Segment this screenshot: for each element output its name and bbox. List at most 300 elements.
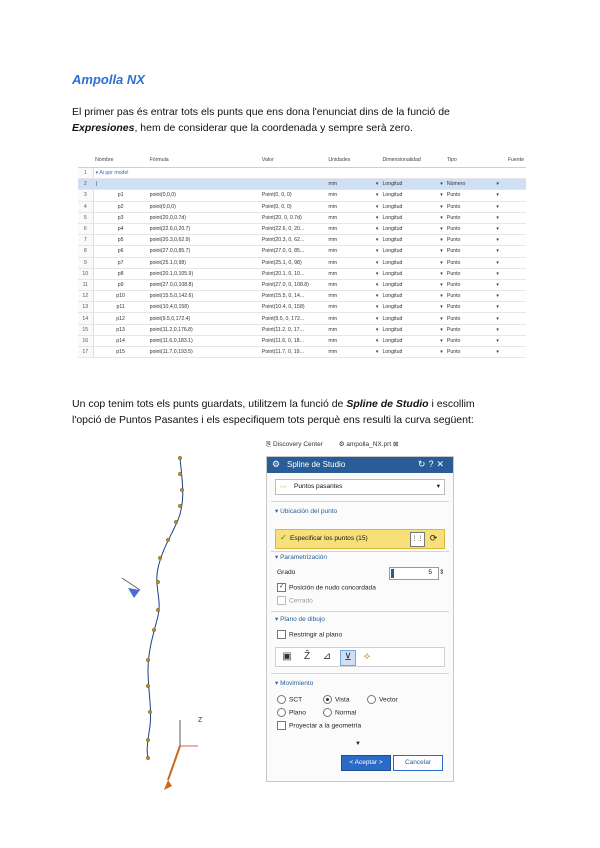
unit-cell[interactable] xyxy=(326,190,380,201)
part-icon: ⚙ xyxy=(338,441,347,448)
formula-cell[interactable] xyxy=(148,246,260,257)
fuente-cell xyxy=(501,246,526,257)
tipo-cell[interactable] xyxy=(445,212,501,223)
radio-normal[interactable] xyxy=(323,708,332,717)
unit-cell[interactable] xyxy=(326,201,380,212)
formula-cell[interactable] xyxy=(148,235,260,246)
unit-cell-text: mm xyxy=(328,281,338,288)
name-cell[interactable] xyxy=(93,190,148,201)
col-header-tipo[interactable]: Tipo xyxy=(445,152,501,168)
unit-cell[interactable] xyxy=(326,257,380,268)
cancel-button[interactable]: Cancelar xyxy=(393,755,443,771)
tipo-cell[interactable] xyxy=(445,313,501,324)
dim-cell[interactable] xyxy=(380,279,444,290)
fuente-cell xyxy=(501,291,526,302)
name-cell[interactable] xyxy=(93,279,148,290)
formula-cell[interactable] xyxy=(148,212,260,223)
spin-arrows-icon[interactable]: ⇕ xyxy=(439,569,445,576)
tipo-cell-text: Punto xyxy=(446,326,461,333)
grado-spinner[interactable] xyxy=(389,567,439,580)
radio-vector-row[interactable] xyxy=(367,695,398,704)
reset-icon[interactable]: ↻ xyxy=(417,459,429,469)
dropdown-icon[interactable]: ▾ xyxy=(496,293,499,300)
row-number-text: 13 xyxy=(82,304,89,311)
table-row[interactable] xyxy=(78,201,526,212)
formula-cell[interactable] xyxy=(148,279,260,290)
intro-line-2-text: , hem de considerar que la coordenada y sempre serà zero. xyxy=(134,122,413,134)
dropdown-icon[interactable]: ▾ xyxy=(440,181,443,188)
unit-cell[interactable] xyxy=(326,347,380,358)
dropdown-icon[interactable]: ▾ xyxy=(375,293,379,300)
dropdown-icon[interactable]: ▾ xyxy=(440,270,443,277)
col-header-dimensionalidad[interactable]: Dimensionalidad xyxy=(380,152,444,168)
orient-arrow-icon xyxy=(128,588,140,598)
dropdown-icon[interactable]: ▾ xyxy=(496,326,499,333)
dropdown-icon[interactable]: ▾ xyxy=(496,248,499,255)
unit-cell[interactable] xyxy=(326,246,380,257)
formula-cell[interactable] xyxy=(148,179,260,190)
fuente-cell xyxy=(501,335,526,346)
dropdown-icon[interactable]: ▾ xyxy=(375,203,379,210)
close-icon[interactable]: ✕ xyxy=(436,459,447,469)
dim-cell-text: Longitud xyxy=(382,326,403,333)
checkbox[interactable] xyxy=(277,630,286,639)
dim-cell[interactable] xyxy=(380,223,444,234)
field-focus-bar xyxy=(391,569,394,578)
valor-cell xyxy=(260,257,327,268)
dropdown-icon[interactable]: ▾ xyxy=(440,293,443,300)
dropdown-icon[interactable]: ▾ xyxy=(375,214,379,221)
dim-cell-text: Longitud xyxy=(382,293,403,300)
dropdown-icon[interactable]: ▾ xyxy=(440,304,443,311)
spline-control-point[interactable] xyxy=(148,710,152,714)
table-row[interactable] xyxy=(78,291,526,302)
dropdown-icon[interactable]: ▾ xyxy=(375,259,379,266)
group-label[interactable] xyxy=(93,168,526,179)
dim-cell-text: Longitud xyxy=(382,203,403,210)
valor-cell xyxy=(260,235,327,246)
dropdown-icon[interactable]: ▾ xyxy=(440,192,443,199)
valor-cell-text: Point(20.1, 0, 10... xyxy=(261,270,305,277)
formula-cell[interactable] xyxy=(148,201,260,212)
dim-cell[interactable] xyxy=(380,324,444,335)
dropdown-icon[interactable]: ▾ xyxy=(375,326,379,333)
dim-cell[interactable] xyxy=(380,313,444,324)
dropdown-icon[interactable]: ▾ xyxy=(375,181,379,188)
formula-cell-text: point(11.7,0,193.5) xyxy=(149,349,193,356)
valor-cell-text: Point(20.3, 0, 62... xyxy=(261,237,305,244)
unit-cell[interactable] xyxy=(326,335,380,346)
table-row[interactable] xyxy=(78,268,526,279)
name-cell[interactable] xyxy=(93,223,148,234)
row-number-text: 8 xyxy=(83,248,87,255)
fuente-cell xyxy=(501,279,526,290)
dim-cell[interactable] xyxy=(380,302,444,313)
radio-vista[interactable] xyxy=(323,695,332,704)
col-header-formula[interactable]: Fórmula xyxy=(148,152,260,168)
spline-curve xyxy=(147,458,183,758)
tipo-cell[interactable] xyxy=(445,335,501,346)
unit-cell[interactable] xyxy=(326,235,380,246)
formula-cell-text: point(20.3,0,62.9) xyxy=(149,237,191,244)
spline-control-point[interactable] xyxy=(158,556,162,560)
chevron-down-icon[interactable]: ▾ xyxy=(436,483,440,490)
point-dialog-icon[interactable]: ⋮⋮ xyxy=(410,532,425,547)
grado-label: Grado xyxy=(277,569,296,576)
more-options-chevron-icon[interactable]: ▼ xyxy=(355,741,361,747)
radio-vector[interactable] xyxy=(367,695,376,704)
dim-cell[interactable] xyxy=(380,201,444,212)
unit-cell[interactable] xyxy=(326,324,380,335)
check-icon: ✓ xyxy=(280,533,287,542)
specify-points-label: Especificar los puntos (15) xyxy=(290,535,368,542)
row-number xyxy=(78,268,93,279)
valor-cell xyxy=(260,347,327,358)
name-cell[interactable] xyxy=(93,291,148,302)
section-ubicacion[interactable]: ▾ Ubicación del punto xyxy=(275,507,337,515)
expand-icon[interactable]: ▾ xyxy=(95,170,100,177)
formula-cell[interactable] xyxy=(148,313,260,324)
radio-sct-row[interactable] xyxy=(277,695,302,704)
spline-control-point[interactable] xyxy=(178,456,182,460)
fuente-cell xyxy=(501,179,526,190)
name-cell-text: p1 xyxy=(117,192,124,199)
fuente-cell xyxy=(501,313,526,324)
name-cell[interactable] xyxy=(93,235,148,246)
spline-studio-term: Spline de Studio xyxy=(346,398,429,410)
table-row[interactable] xyxy=(78,246,526,257)
dropdown-icon[interactable]: ▾ xyxy=(440,237,443,244)
zc-plane-icon[interactable]: ⊻ xyxy=(340,650,356,666)
dropdown-icon[interactable]: ▾ xyxy=(496,192,499,199)
nodo-label: Posición de nudo concordada xyxy=(289,584,376,592)
dropdown-icon[interactable]: ▾ xyxy=(375,304,379,311)
spline-control-point[interactable] xyxy=(180,488,184,492)
help-icon[interactable]: ? xyxy=(428,459,437,469)
dim-cell-text: Longitud xyxy=(382,237,403,244)
dim-cell[interactable] xyxy=(380,347,444,358)
dropdown-icon[interactable]: ▾ xyxy=(440,337,443,344)
tipo-cell[interactable] xyxy=(445,302,501,313)
tipo-cell-text: Punto xyxy=(446,270,461,277)
tipo-cell[interactable] xyxy=(445,347,501,358)
unit-cell[interactable] xyxy=(326,179,380,190)
grado-value: 5 xyxy=(428,569,432,576)
dim-cell-text: Longitud xyxy=(382,192,403,199)
radio-plano[interactable] xyxy=(277,708,286,717)
dropdown-icon[interactable]: ▾ xyxy=(496,270,499,277)
dim-cell[interactable] xyxy=(380,179,444,190)
dim-cell-text: Longitud xyxy=(382,349,403,356)
cerrado-label: Cerrado xyxy=(289,597,313,605)
formula-cell[interactable] xyxy=(148,268,260,279)
table-row[interactable] xyxy=(78,257,526,268)
checkbox[interactable] xyxy=(277,596,286,605)
proyectar-checkbox-row[interactable] xyxy=(277,721,361,730)
xc-plane-icon[interactable]: Ẑ xyxy=(303,651,311,662)
dropdown-icon[interactable]: ▾ xyxy=(496,281,499,288)
table-row[interactable] xyxy=(78,212,526,223)
spline-model-view[interactable] xyxy=(118,450,214,798)
dropdown-icon[interactable]: ▾ xyxy=(496,349,499,356)
spline-control-point[interactable] xyxy=(146,658,150,662)
unit-cell-text: mm xyxy=(328,337,338,344)
dropdown-icon[interactable]: ▾ xyxy=(496,315,499,322)
dialog-title: Spline de Studio xyxy=(287,460,346,469)
dropdown-icon[interactable]: ▾ xyxy=(440,226,443,233)
expresiones-term: Expresiones xyxy=(72,122,135,134)
name-cell-text: p13 xyxy=(116,326,125,333)
name-cell[interactable] xyxy=(93,246,148,257)
valor-cell xyxy=(260,313,327,324)
name-cell[interactable] xyxy=(93,347,148,358)
dropdown-icon[interactable]: ▾ xyxy=(496,237,499,244)
spline-control-point[interactable] xyxy=(146,756,150,760)
unit-cell-text: mm xyxy=(328,203,338,210)
restringir-checkbox-row[interactable] xyxy=(277,630,342,639)
discovery-center-tab[interactable] xyxy=(266,441,323,448)
dropdown-icon[interactable]: ▾ xyxy=(375,270,379,277)
tipo-cell[interactable] xyxy=(445,223,501,234)
spline-control-point[interactable] xyxy=(146,738,150,742)
discovery-label: Discovery Center xyxy=(273,441,323,448)
dim-cell[interactable] xyxy=(380,291,444,302)
dropdown-icon[interactable]: ▾ xyxy=(496,226,499,233)
cerrado-checkbox-row[interactable] xyxy=(277,596,313,605)
unit-cell-text: mm xyxy=(328,315,338,322)
ok-button[interactable]: < Aceptar > xyxy=(341,755,391,771)
row-number xyxy=(78,212,93,223)
name-cell[interactable] xyxy=(93,257,148,268)
checkbox-checked[interactable]: ✓ xyxy=(278,584,285,590)
fuente-cell xyxy=(501,302,526,313)
dim-cell-text: Longitud xyxy=(382,259,403,266)
name-cell[interactable] xyxy=(93,201,148,212)
formula-cell[interactable] xyxy=(148,324,260,335)
type-dropdown[interactable] xyxy=(275,479,445,495)
tipo-cell-text: Punto xyxy=(446,293,461,300)
page-title: Ampolla NX xyxy=(72,72,145,87)
name-cell[interactable] xyxy=(93,302,148,313)
col-header-valor[interactable]: Valor xyxy=(260,152,327,168)
tipo-cell[interactable] xyxy=(445,324,501,335)
dropdown-icon[interactable]: ▾ xyxy=(496,259,499,266)
unit-cell-text: mm xyxy=(328,248,338,255)
unit-cell[interactable] xyxy=(326,223,380,234)
name-cell[interactable] xyxy=(93,324,148,335)
unit-cell-text: mm xyxy=(328,304,338,311)
dropdown-icon[interactable]: ▾ xyxy=(375,248,379,255)
tipo-cell-text: Punto xyxy=(446,192,461,199)
formula-cell[interactable] xyxy=(148,223,260,234)
row-number: 2 xyxy=(78,179,93,190)
spline-control-point[interactable] xyxy=(146,684,150,688)
dropdown-icon[interactable]: ▾ xyxy=(440,214,443,221)
radio-plano-row[interactable] xyxy=(277,708,306,717)
row-number xyxy=(78,347,93,358)
name-cell[interactable] xyxy=(93,335,148,346)
dim-cell[interactable] xyxy=(380,335,444,346)
section-parametrizacion[interactable]: ▾ Parametrización xyxy=(275,553,327,561)
unit-cell[interactable] xyxy=(326,313,380,324)
dropdown-icon[interactable]: ▾ xyxy=(440,281,443,288)
dropdown-icon[interactable]: ▾ xyxy=(496,203,499,210)
tipo-cell[interactable] xyxy=(445,179,501,190)
dim-cell[interactable] xyxy=(380,235,444,246)
dropdown-icon[interactable]: ▾ xyxy=(440,315,443,322)
dropdown-icon[interactable]: ▾ xyxy=(440,203,443,210)
table-row[interactable] xyxy=(78,223,526,234)
formula-cell-text: point(27.0,0,85.7) xyxy=(149,248,191,255)
dropdown-icon[interactable]: ▾ xyxy=(440,326,443,333)
spline-control-point[interactable] xyxy=(166,538,170,542)
close-tab-icon[interactable]: ⊠ xyxy=(391,441,399,448)
section-plano[interactable]: ▾ Plano de dibujo xyxy=(275,615,325,623)
tipo-cell[interactable] xyxy=(445,246,501,257)
row-number-text: 5 xyxy=(83,214,87,221)
formula-cell[interactable] xyxy=(148,302,260,313)
formula-cell[interactable] xyxy=(148,291,260,302)
dropdown-icon[interactable]: ▾ xyxy=(496,214,499,221)
divider xyxy=(271,501,449,502)
name-cell-text: p3 xyxy=(117,214,124,221)
unit-cell[interactable] xyxy=(326,268,380,279)
dropdown-icon[interactable]: ▾ xyxy=(375,315,379,322)
tipo-cell[interactable] xyxy=(445,291,501,302)
cycle-icon[interactable]: ⟳ xyxy=(429,533,438,543)
unit-cell-text: mm xyxy=(328,192,338,199)
tipo-cell[interactable] xyxy=(445,235,501,246)
file-tab[interactable] xyxy=(339,441,399,448)
tipo-cell[interactable] xyxy=(445,279,501,290)
unit-cell[interactable] xyxy=(326,302,380,313)
table-row[interactable] xyxy=(78,302,526,313)
table-row[interactable] xyxy=(78,313,526,324)
tipo-cell[interactable] xyxy=(445,190,501,201)
formula-cell[interactable] xyxy=(148,257,260,268)
spline-control-point[interactable] xyxy=(178,472,182,476)
view-plane-icon[interactable]: ▣ xyxy=(282,651,292,662)
row-number-text: 14 xyxy=(82,315,89,322)
section-movimiento[interactable]: ▾ Movimiento xyxy=(275,679,313,687)
radio-normal-row[interactable] xyxy=(323,708,356,717)
formula-cell[interactable] xyxy=(148,347,260,358)
tipo-cell[interactable] xyxy=(445,257,501,268)
name-cell[interactable] xyxy=(93,268,148,279)
name-cell[interactable] xyxy=(93,313,148,324)
spline-control-point[interactable] xyxy=(156,608,160,612)
unit-cell[interactable] xyxy=(326,212,380,223)
spline-control-point[interactable] xyxy=(152,628,156,632)
valor-cell xyxy=(260,279,327,290)
row-number xyxy=(78,313,93,324)
unit-cell[interactable] xyxy=(326,279,380,290)
col-header-unidades[interactable]: Unidades xyxy=(326,152,380,168)
formula-cell[interactable] xyxy=(148,335,260,346)
z-label: Z xyxy=(198,717,203,724)
spline-control-point[interactable] xyxy=(178,504,182,508)
nodo-checkbox-row[interactable] xyxy=(277,583,376,592)
col-header-fuente[interactable]: Fuente xyxy=(501,152,526,168)
yc-plane-icon[interactable]: ⊿ xyxy=(322,651,332,662)
radio-sct[interactable] xyxy=(277,695,286,704)
dropdown-icon[interactable]: ▾ xyxy=(375,237,379,244)
unit-cell[interactable] xyxy=(326,291,380,302)
dropdown-icon[interactable]: ▾ xyxy=(375,337,379,344)
dropdown-icon[interactable]: ▾ xyxy=(375,226,379,233)
valor-cell xyxy=(260,190,327,201)
settings-gear-icon[interactable]: ⚙ xyxy=(272,459,281,469)
spline-control-point[interactable] xyxy=(156,580,160,584)
sct-label: SCT xyxy=(289,696,303,704)
name-cell-text: p12 xyxy=(116,315,125,322)
row-number xyxy=(78,257,93,268)
checkbox[interactable] xyxy=(277,721,286,730)
dropdown-icon[interactable]: ▾ xyxy=(496,181,499,188)
valor-cell-text: Point(11.2, 0, 17... xyxy=(261,326,304,333)
table-row[interactable] xyxy=(78,324,526,335)
dialog-header xyxy=(267,457,453,473)
table-row[interactable] xyxy=(78,190,526,201)
formula-cell[interactable] xyxy=(148,190,260,201)
tipo-cell-text: Punto xyxy=(446,203,461,210)
tipo-cell[interactable] xyxy=(445,268,501,279)
dropdown-icon[interactable]: ▾ xyxy=(440,349,443,356)
table-row-selected[interactable] xyxy=(78,179,526,190)
dropdown-icon[interactable]: ▾ xyxy=(440,259,443,266)
dropdown-icon[interactable]: ▾ xyxy=(375,281,379,288)
dim-cell[interactable] xyxy=(380,268,444,279)
specify-points-box[interactable] xyxy=(275,529,445,549)
dim-cell[interactable] xyxy=(380,212,444,223)
plane-select-icon[interactable]: ⟡ xyxy=(363,651,371,662)
dialog-header-icons xyxy=(418,459,447,470)
name-cell-text: p11 xyxy=(116,304,125,311)
dropdown-icon[interactable]: ▾ xyxy=(496,337,499,344)
formula-cell-text: point(9.5,0,172.4) xyxy=(149,315,191,322)
spline-control-point[interactable] xyxy=(174,520,178,524)
table-row[interactable] xyxy=(78,279,526,290)
valor-cell-text: Point(20, 0, 0.7d) xyxy=(261,214,302,221)
name-cell[interactable] xyxy=(93,212,148,223)
row-number-text: 10 xyxy=(82,270,89,277)
name-cell-text: p14 xyxy=(116,337,125,344)
dropdown-icon[interactable]: ▾ xyxy=(375,192,379,199)
plano-label: Plano xyxy=(289,709,306,717)
table-group-row[interactable] xyxy=(78,168,526,179)
table-row[interactable] xyxy=(78,335,526,346)
valor-cell xyxy=(260,335,327,346)
name-cell-text: p8 xyxy=(117,270,124,277)
dropdown-icon[interactable]: ▾ xyxy=(440,248,443,255)
dropdown-icon[interactable]: ▾ xyxy=(375,349,379,356)
valor-cell xyxy=(260,291,327,302)
tipo-cell[interactable] xyxy=(445,201,501,212)
dim-cell[interactable] xyxy=(380,257,444,268)
table-row[interactable] xyxy=(78,235,526,246)
dim-cell[interactable] xyxy=(380,190,444,201)
dropdown-icon[interactable]: ▾ xyxy=(496,304,499,311)
dim-cell[interactable] xyxy=(380,246,444,257)
row-number-text: 3 xyxy=(83,192,87,199)
table-row[interactable] xyxy=(78,347,526,358)
fuente-cell xyxy=(501,257,526,268)
radio-vista-row[interactable] xyxy=(323,695,350,704)
formula-cell-text: point(27.0,0,108.8) xyxy=(149,281,194,288)
row-number-text: 16 xyxy=(82,337,89,344)
name-cell-editing[interactable]: | xyxy=(93,179,148,190)
col-header-nombre[interactable]: Nombre xyxy=(93,152,148,168)
